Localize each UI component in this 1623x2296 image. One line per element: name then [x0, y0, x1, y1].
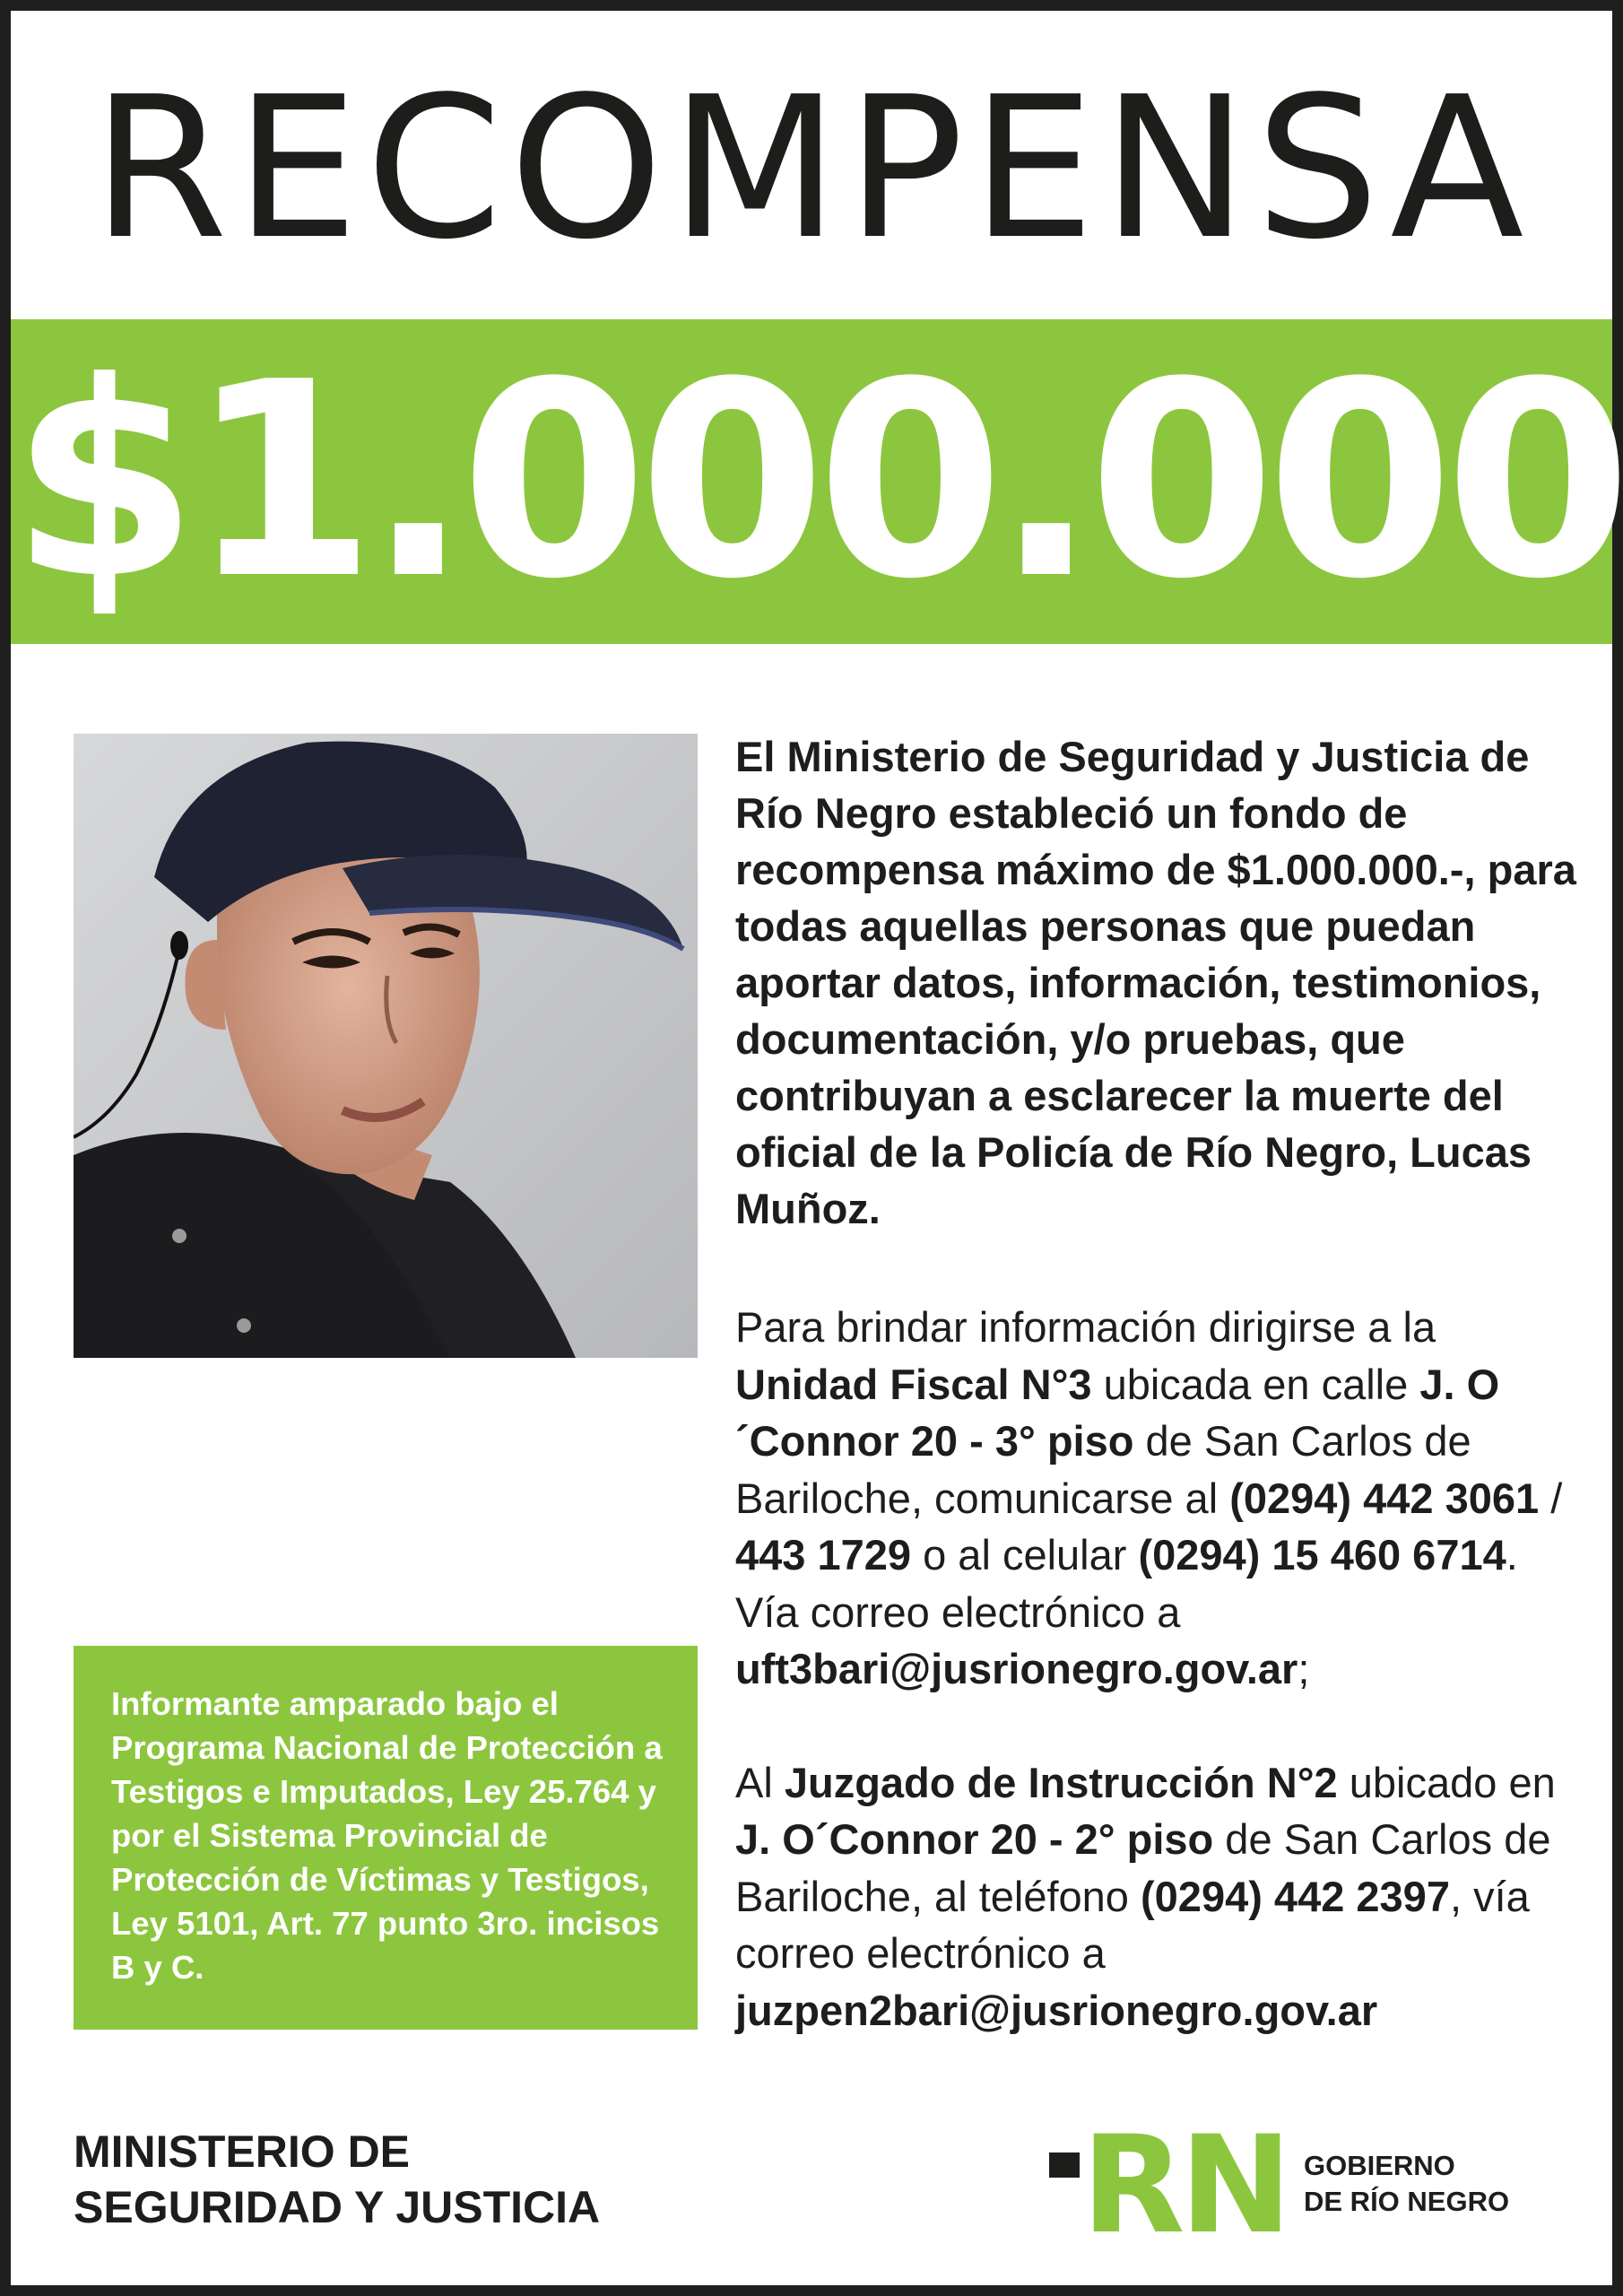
email-fiscal-unit[interactable]: uft3bari@jusrionegro.gov.ar [735, 1645, 1298, 1692]
ministry-name: MINISTERIO DE SEGURIDAD Y JUSTICIA [74, 2126, 601, 2232]
email-court[interactable]: juzpen2bari@jusrionegro.gov.ar [735, 1986, 1378, 2034]
rn-logo-letters: RN [1081, 2124, 1288, 2240]
government-name: GOBIERNO DE RÍO NEGRO [1304, 2150, 1510, 2217]
contact-fiscal-unit: Para brindar información dirigirse a la Unidad Fiscal N°3 ubicada en calle J. O´Connor 20 - 3° piso de San Carlos de Bariloche, comunicarse al (0294) 442 3061 / 443 1729 o al celular (0294) 15 460 6714. Vía correo electrónico a uft3bari@jusrionegro.gov.ar; [735, 1303, 1563, 1692]
protection-note: Informante amparado bajo el Programa Nacional de Protección a Testigos e Imputados, Ley 25.764 y por el Sistema Provincial de Protección de Víctimas y Testigos, Ley 5101, Art. 77 punto 3ro. incisos B y C. [111, 1685, 663, 1986]
reward-amount: $1.000.000 [11, 325, 1623, 638]
person-photo-illustration [74, 734, 698, 1358]
person-photo [74, 734, 698, 1358]
poster-title: RECOMPENSA [91, 56, 1532, 283]
intro-paragraph: El Ministerio de Seguridad y Justicia de Río Negro estableció un fondo de recompensa máximo de $1.000.000.-, para todas aquellas personas que puedan aportar datos, información, testimonios, documentación, y/o pruebas, que contribuyan a esclarecer la muerte del oficial de la Policía de Río Negro, Lucas Muñoz. [735, 733, 1576, 1232]
reward-band [11, 319, 1623, 644]
contact-court: Al Juzgado de Instrucción N°2 ubicado en J. O´Connor 20 - 2° piso de San Carlos de Bariloche, al teléfono (0294) 442 2397, vía correo electrónico a juzpen2bari@jusrionegro.gov.ar [735, 1758, 1556, 2034]
contact-info [735, 1299, 1578, 2039]
protection-note-box [74, 1646, 698, 2030]
